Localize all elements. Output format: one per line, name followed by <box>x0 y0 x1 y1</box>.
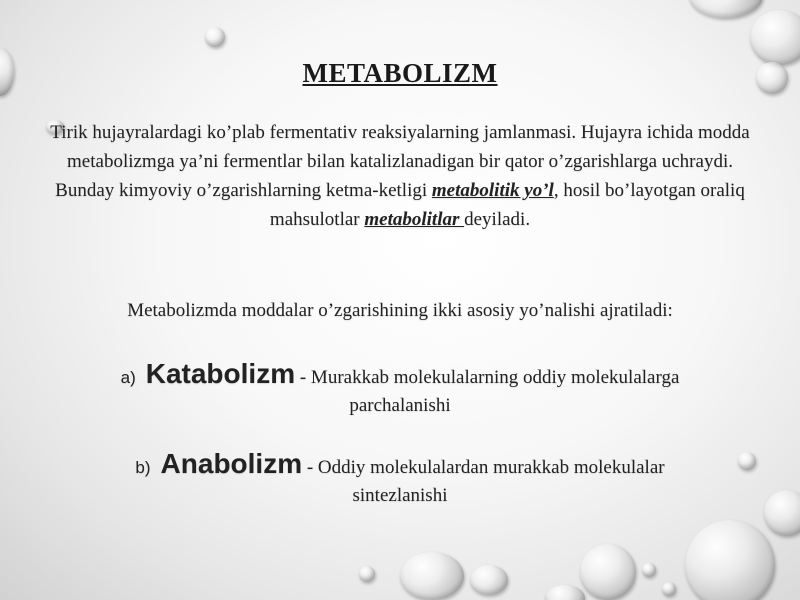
water-drop-decoration <box>764 490 800 536</box>
list-marker: b) <box>135 458 151 477</box>
item-description: parchalanishi <box>349 395 451 416</box>
item-description: - Oddiy molekulalardan murakkab molekulalar <box>302 457 665 478</box>
slide-title: METABOLIZM <box>302 58 498 88</box>
list-item-katabolizm <box>40 360 760 420</box>
water-drop-decoration <box>470 565 508 595</box>
subtitle: Metabolizmda moddalar o’zgarishining ikki asosiy yo’nalishi ajratiladi: <box>127 300 673 321</box>
water-drop-decoration <box>750 10 800 65</box>
water-drop-decoration <box>580 544 636 600</box>
term-metabolitik-yol: metabolitik yo’l <box>431 180 554 201</box>
term-katabolizm: Katabolizm <box>145 358 296 389</box>
term-anabolizm: Anabolizm <box>160 448 303 479</box>
intro-text: Tirik hujayralardagi ko’plab fermentativ reaksiyalarning jamlanmasi. Hujayra ichida modda metabolizmga ya’ni fermentlar bilan katalizlanadigan bir qator o’zgarishlarga uchraydi. Bunday kimyoviy o’zgarishlarning ketma-ketligi <box>50 122 750 201</box>
intro-paragraph <box>50 118 750 234</box>
list-item-anabolizm <box>40 450 760 510</box>
water-drop-decoration <box>685 520 775 600</box>
intro-text: deyiladi. <box>464 209 531 230</box>
item-description: - Murakkab molekulalarning oddiy molekulalarga <box>295 367 680 388</box>
term-metabolitlar: metabolitlar <box>364 209 465 230</box>
intro-text: , hosil bo’layotgan oraliq mahsulotlar <box>269 180 745 230</box>
list-marker: a) <box>120 368 136 387</box>
water-drop-decoration <box>205 27 225 47</box>
water-drop-decoration <box>662 582 676 596</box>
water-drop-decoration <box>689 0 763 18</box>
item-description: sintezlanishi <box>352 485 448 506</box>
water-drop-decoration <box>642 563 656 577</box>
water-drop-decoration <box>545 585 585 600</box>
water-drop-decoration <box>400 552 464 600</box>
water-drop-decoration <box>359 566 375 582</box>
